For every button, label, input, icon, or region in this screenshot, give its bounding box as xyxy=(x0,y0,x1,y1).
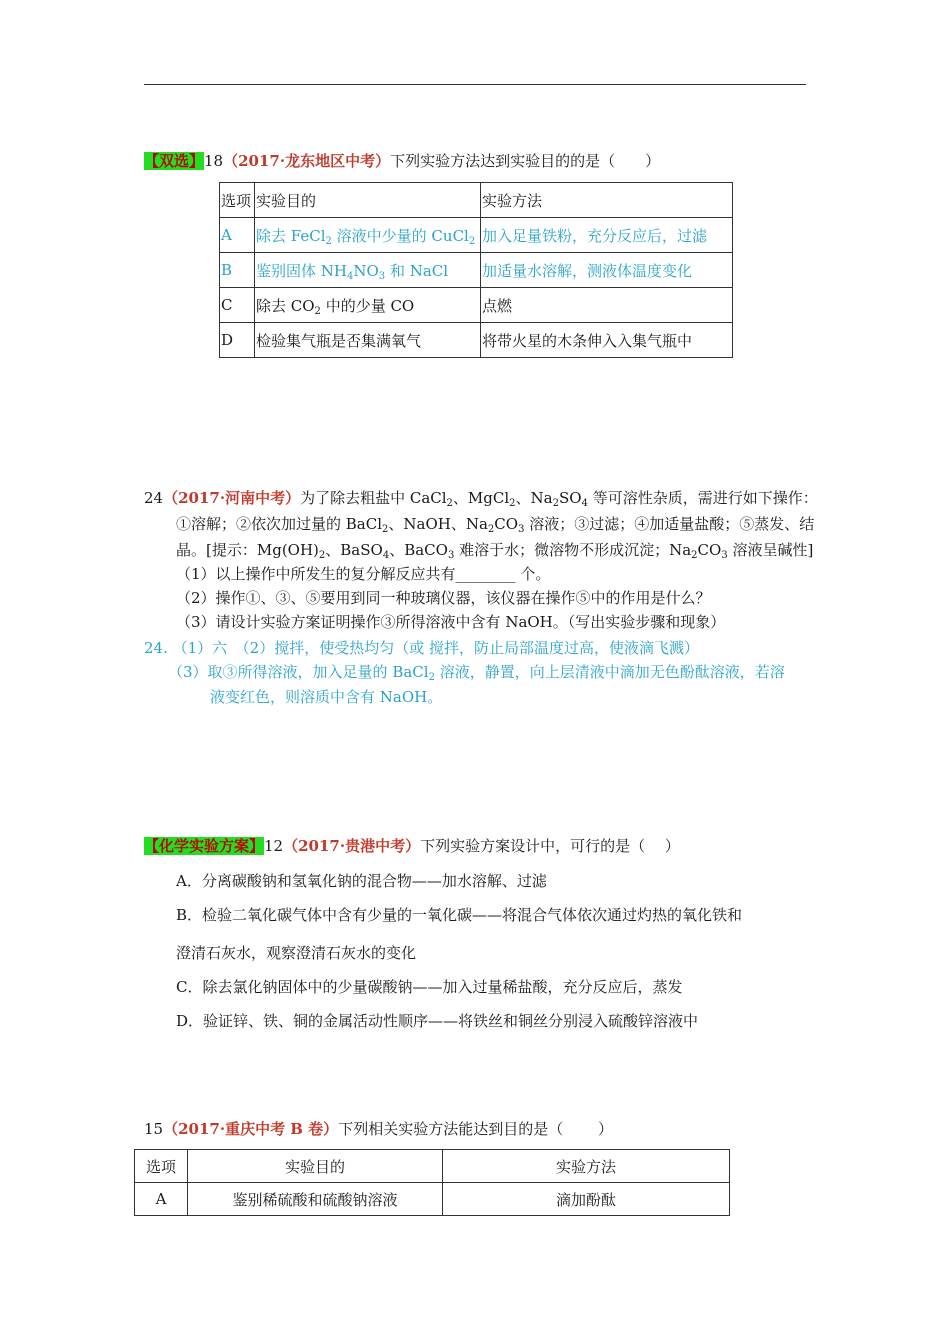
q18-row-c-purpose: 除去 $CO_2$ 中的少量 CO xyxy=(255,288,481,323)
q12-heading xyxy=(144,835,680,856)
q18-row-b xyxy=(220,253,733,288)
q24-part-3: （3）请设计实验方案证明操作③所得溶液中含有 NaOH。（写出实验步骤和现象） xyxy=(176,613,726,631)
q24-line-2: ①溶解；②依次加过量的 BaCl$_2$、NaOH、$Na_2CO_3$ 溶液；③过滤；④加适量盐酸；⑤蒸发、结 xyxy=(176,515,815,535)
q15-number: 15 xyxy=(144,1120,164,1138)
q15-row-a-method: 滴加酚酞 xyxy=(443,1183,730,1216)
q18-row-c-method: 点燃 xyxy=(481,288,733,323)
q18-header-method: 实验方法 xyxy=(481,183,733,218)
q12-option-d: D．验证锌、铁、铜的金属活动性顺序——将铁丝和铜丝分别浸入硫酸锌溶液中 xyxy=(176,1012,699,1030)
q18-row-c-option: C xyxy=(220,288,255,323)
q24-answer-1: 24. （1）六 （2）搅拌，使受热均匀（或 搅拌，防止局部温度过高，使液滴飞溅） xyxy=(144,639,699,657)
q15-header-method: 实验方法 xyxy=(443,1150,730,1183)
q18-number: 18 xyxy=(204,152,224,170)
q15-table xyxy=(134,1149,730,1216)
q24-number: 24 xyxy=(144,489,164,507)
q18-row-c xyxy=(220,288,733,323)
q18-row-d-option: D xyxy=(220,323,255,358)
q18-table xyxy=(219,182,733,358)
q18-row-a-method: 加入足量铁粉，充分反应后，过滤 xyxy=(481,218,733,253)
q18-heading xyxy=(144,150,660,171)
q18-row-b-method: 加适量水溶解，测液体温度变化 xyxy=(481,253,733,288)
q12-tag: 【化学实验方案】 xyxy=(144,837,265,855)
q18-row-d-method: 将带火星的木条伸入入集气瓶中 xyxy=(481,323,733,358)
q18-row-d-purpose: 检验集气瓶是否集满氧气 xyxy=(255,323,481,358)
q12-number: 12 xyxy=(264,837,284,855)
q18-row-a-purpose: 除去 FeCl$_2$ 溶液中少量的 CuCl$_2$ xyxy=(255,218,481,253)
q18-header-option: 选项 xyxy=(220,183,255,218)
q24-line-3: 晶。[提示：$Mg(OH)_2$、BaSO$_4$、BaCO$_3$ 难溶于水；微溶物不形成沉淀；$Na_2CO_3$ 溶液呈碱性] xyxy=(176,541,814,561)
q18-tag: 【双选】 xyxy=(144,152,205,170)
q12-option-b-line2: 澄清石灰水，观察澄清石灰水的变化 xyxy=(176,944,417,962)
q18-source: （2017·龙东地区中考） xyxy=(223,152,391,170)
q24-part-1: （1）以上操作中所发生的复分解反应共有________ 个。 xyxy=(176,565,551,583)
q18-row-b-purpose: 鉴别固体 $NH_4NO_3$ 和 NaCl xyxy=(255,253,481,288)
q15-row-a-purpose: 鉴别稀硫酸和硫酸钠溶液 xyxy=(188,1183,443,1216)
q18-row-b-option: B xyxy=(220,253,255,288)
q18-row-a xyxy=(220,218,733,253)
q15-heading xyxy=(144,1118,613,1139)
q18-header-purpose: 实验目的 xyxy=(255,183,481,218)
q18-table-header xyxy=(220,183,733,218)
q24-blank: ________ xyxy=(455,565,516,583)
q12-option-c: C．除去氯化钠固体中的少量碳酸钠——加入过量稀盐酸，充分反应后，蒸发 xyxy=(176,978,683,996)
q15-row-a xyxy=(135,1183,730,1216)
q24-line-1: 24（2017·河南中考）为了除去粗盐中 CaCl$_2$、MgCl$_2$、$Na_2SO_4$ 等可溶性杂质，需进行如下操作： xyxy=(144,489,818,509)
q15-source: （2017·重庆中考 B 卷） xyxy=(163,1120,339,1138)
q15-header-option: 选项 xyxy=(135,1150,188,1183)
q12-option-a: A．分离碳酸钠和氢氧化钠的混合物——加水溶解、过滤 xyxy=(176,872,547,890)
q24-answer-2: （3）取③所得溶液，加入足量的 BaCl$_2$ 溶液，静置，向上层清液中滴加无色酚酞溶液，若溶 xyxy=(168,663,785,683)
header-rule xyxy=(144,84,806,85)
q24-part-2: （2）操作①、③、⑤要用到同一种玻璃仪器，该仪器在操作⑤中的作用是什么？ xyxy=(176,589,711,607)
q15-stem: 下列相关实验方法能达到目的是（ ） xyxy=(338,1120,613,1138)
q24-answer-3: 液变红色，则溶质中含有 NaOH。 xyxy=(210,688,443,706)
q15-row-a-option: A xyxy=(135,1183,188,1216)
q12-stem: 下列实验方案设计中，可行的是（ ） xyxy=(420,837,680,855)
q15-table-header xyxy=(135,1150,730,1183)
q24-source: （2017·河南中考） xyxy=(163,489,301,507)
q12-option-b-line1: B．检验二氧化碳气体中含有少量的一氧化碳——将混合气体依次通过灼热的氧化铁和 xyxy=(176,906,743,924)
q15-header-purpose: 实验目的 xyxy=(188,1150,443,1183)
q12-source: （2017·贵港中考） xyxy=(283,837,421,855)
q18-stem: 下列实验方法达到实验目的的是（ ） xyxy=(390,152,661,170)
q18-row-d xyxy=(220,323,733,358)
q18-row-a-option: A xyxy=(220,218,255,253)
